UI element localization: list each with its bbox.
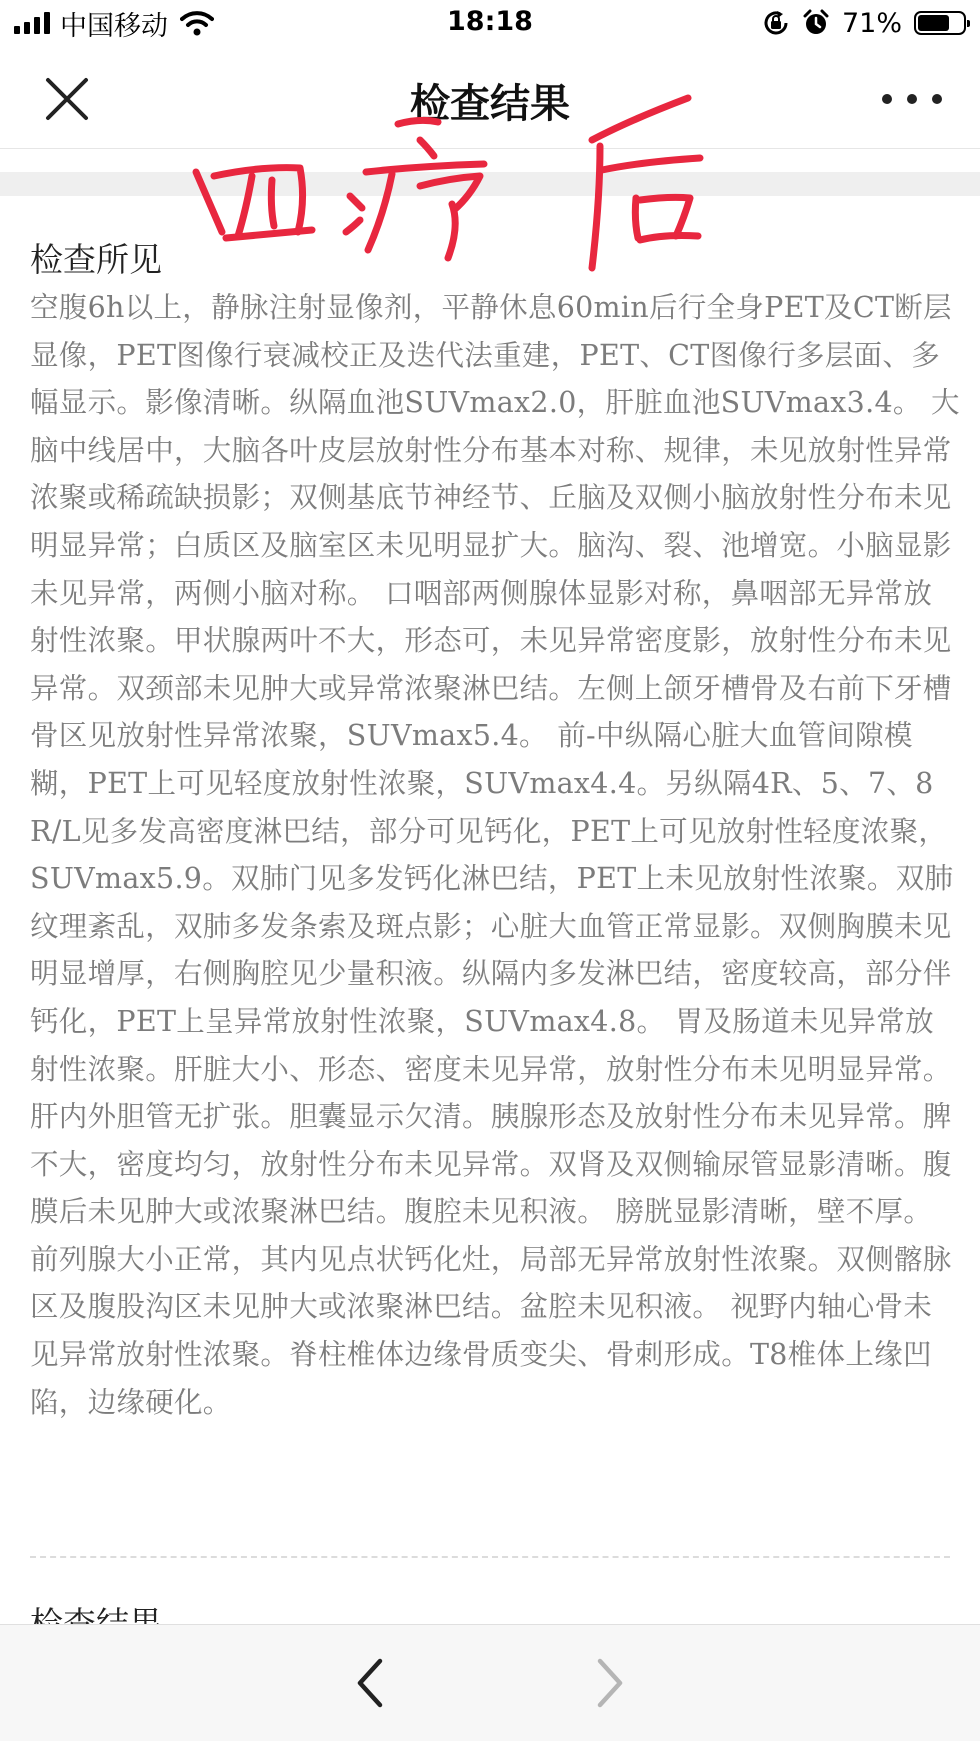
- battery-icon: [914, 11, 966, 35]
- more-dot: [932, 94, 942, 104]
- findings-text: 空腹6h以上，静脉注射显像剂，平静休息60min后行全身PET及CT断层显像，PET图像行衰减校正及迭代法重建，PET、CT图像行多层面、多幅显示。影像清晰。纵隔血池SUVmax2.0，肝脏血池SUVmax3.4。 大脑中线居中，大脑各叶皮层放射性分布基本对称、规律，未见放射性异常浓聚或稀疏缺损影；双侧基底节神经节、丘脑及双侧小脑放射性分布未见明显异常；白质区及脑室区未见明显扩大。脑沟、裂、池增宽。小脑显影未见异常，两侧小脑对称。 口咽部两侧腺体显影对称，鼻咽部无异常放射性浓聚。甲状腺两叶不大，形态可，未见异常密度影，放射性分布未见异常。双颈部未见肿大或异常浓聚淋巴结。左侧上颌牙槽骨及右前下牙槽骨区见放射性异常浓聚，SUVmax5.4。 前-中纵隔心脏大血管间隙模糊，PET上可见轻度放射性浓聚，SUVmax4.4。另纵隔4R、5、7、8R/L见多发高密度淋巴结，部分可见钙化，PET上可见放射性轻度浓聚，SUVmax5.9。双肺门见多发钙化淋巴结，PET上未见放射性浓聚。双肺纹理紊乱，双肺多发条索及斑点影；心脏大血管正常显影。双侧胸膜未见明显增厚，右侧胸腔见少量积液。纵隔内多发淋巴结，密度较高，部分伴钙化，PET上呈异常放射性浓聚，SUVmax4.8。 胃及肠道未见异常放射性浓聚。肝脏大小、形态、密度未见异常，放射性分布未见明显异常。肝内外胆管无扩张。胆囊显示欠清。胰腺形态及放射性分布未见异常。脾不大，密度均匀，放射性分布未见异常。双肾及双侧输尿管显影清晰。腹膜后未见肿大或浓聚淋巴结。腹腔未见积液。 膀胱显影清晰，壁不厚。前列腺大小正常，其内见点状钙化灶，局部无异常放射性浓聚。双侧髂脉区及腹股沟区未见肿大或浓聚淋巴结。盆腔未见积液。 视野内轴心骨未见异常放射性浓聚。脊柱椎体边缘骨质变尖、骨刺形成。T8椎体上缘凹陷，边缘硬化。: [30, 291, 960, 1419]
- carrier-name: 中国移动: [60, 10, 168, 42]
- status-time: 18:18: [447, 6, 533, 37]
- page-title: 检查结果: [410, 81, 570, 127]
- section-separator: [0, 172, 980, 196]
- nav-bar: [0, 44, 980, 149]
- findings-title: 检查所见: [30, 240, 162, 279]
- dashed-divider: [30, 1556, 950, 1558]
- battery-fill: [918, 15, 949, 31]
- report-content: [30, 236, 960, 1426]
- more-dot: [907, 94, 917, 104]
- status-bar: [0, 0, 980, 44]
- orientation-lock-icon: [762, 9, 790, 37]
- more-dot: [882, 94, 892, 104]
- battery-percent: 71%: [841, 7, 902, 39]
- alarm-icon: [802, 9, 830, 37]
- back-arrow-icon[interactable]: [348, 1655, 392, 1711]
- forward-arrow-icon[interactable]: [588, 1655, 632, 1711]
- bottom-toolbar: [0, 1624, 980, 1741]
- more-icon[interactable]: [882, 84, 942, 114]
- status-right: [762, 6, 966, 40]
